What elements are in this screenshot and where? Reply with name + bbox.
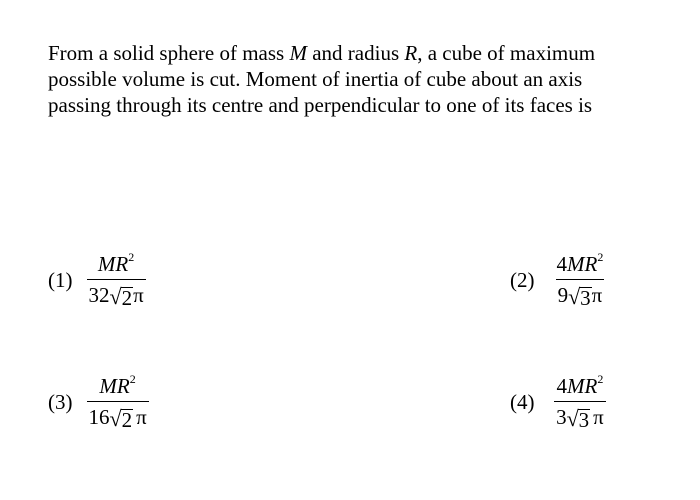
radicand: 3 <box>580 286 591 310</box>
option-fraction <box>87 374 149 430</box>
option-number: (3) <box>48 389 73 414</box>
option-fraction <box>87 252 146 308</box>
option-1[interactable] <box>48 252 146 308</box>
fraction-numerator <box>549 374 612 401</box>
numerator-exponent: 2 <box>128 250 135 264</box>
option-fraction <box>549 374 612 430</box>
question-text-segment: , a cube of maximum <box>417 41 596 65</box>
question-line-2: possible volume is cut. Moment of inertia of cube about an axis <box>48 67 583 91</box>
option-3[interactable] <box>48 374 149 430</box>
radicand: 2 <box>121 408 133 432</box>
numerator-coefficient: 4 <box>556 252 567 276</box>
numerator-exponent: 2 <box>129 372 136 386</box>
variable-m: M <box>289 41 307 65</box>
option-number: (4) <box>510 389 535 414</box>
radicand: 3 <box>578 408 590 432</box>
radical-sign-icon: √ <box>566 406 579 431</box>
numerator-exponent: 2 <box>597 250 604 264</box>
square-root <box>567 408 591 430</box>
question-text-segment: and radius <box>306 41 405 65</box>
pi-symbol: π <box>133 283 144 307</box>
option-4[interactable] <box>510 374 611 430</box>
numerator-coefficient: 4 <box>556 374 567 398</box>
radical-sign-icon: √ <box>109 406 122 431</box>
denominator-coefficient: 9 <box>557 283 569 307</box>
numerator-exponent: 2 <box>597 372 604 386</box>
fraction-numerator <box>91 374 143 401</box>
option-number: (1) <box>48 267 73 292</box>
fraction-numerator <box>549 252 612 279</box>
option-number: (2) <box>510 267 535 292</box>
square-root <box>568 286 592 308</box>
fraction-denominator <box>556 279 605 308</box>
option-fraction <box>549 252 612 308</box>
denominator-coefficient: 32 <box>88 283 110 307</box>
numerator-variable: MR <box>99 374 130 398</box>
square-root <box>110 286 134 308</box>
question-line-1 <box>48 40 658 66</box>
denominator-coefficient: 3 <box>556 405 567 429</box>
fraction-numerator <box>90 252 142 279</box>
numerator-variable: MR <box>567 374 598 398</box>
radical-sign-icon: √ <box>109 284 122 309</box>
pi-symbol: π <box>136 405 147 429</box>
fraction-denominator <box>87 279 146 308</box>
pi-symbol: π <box>593 405 604 429</box>
option-2[interactable] <box>510 252 611 308</box>
numerator-variable: MR <box>567 252 598 276</box>
question-text-segment: From a solid sphere of mass <box>48 41 290 65</box>
denominator-coefficient: 16 <box>88 405 110 429</box>
numerator-variable: MR <box>97 252 129 276</box>
question-line-3: passing through its centre and perpendicular to one of its faces is <box>48 93 593 117</box>
radicand: 2 <box>121 286 133 310</box>
pi-symbol: π <box>591 283 603 307</box>
variable-r: R <box>404 41 418 65</box>
radical-sign-icon: √ <box>568 284 581 309</box>
fraction-denominator <box>87 401 149 430</box>
square-root <box>110 408 134 430</box>
question-text <box>48 40 658 118</box>
fraction-denominator <box>554 401 606 430</box>
